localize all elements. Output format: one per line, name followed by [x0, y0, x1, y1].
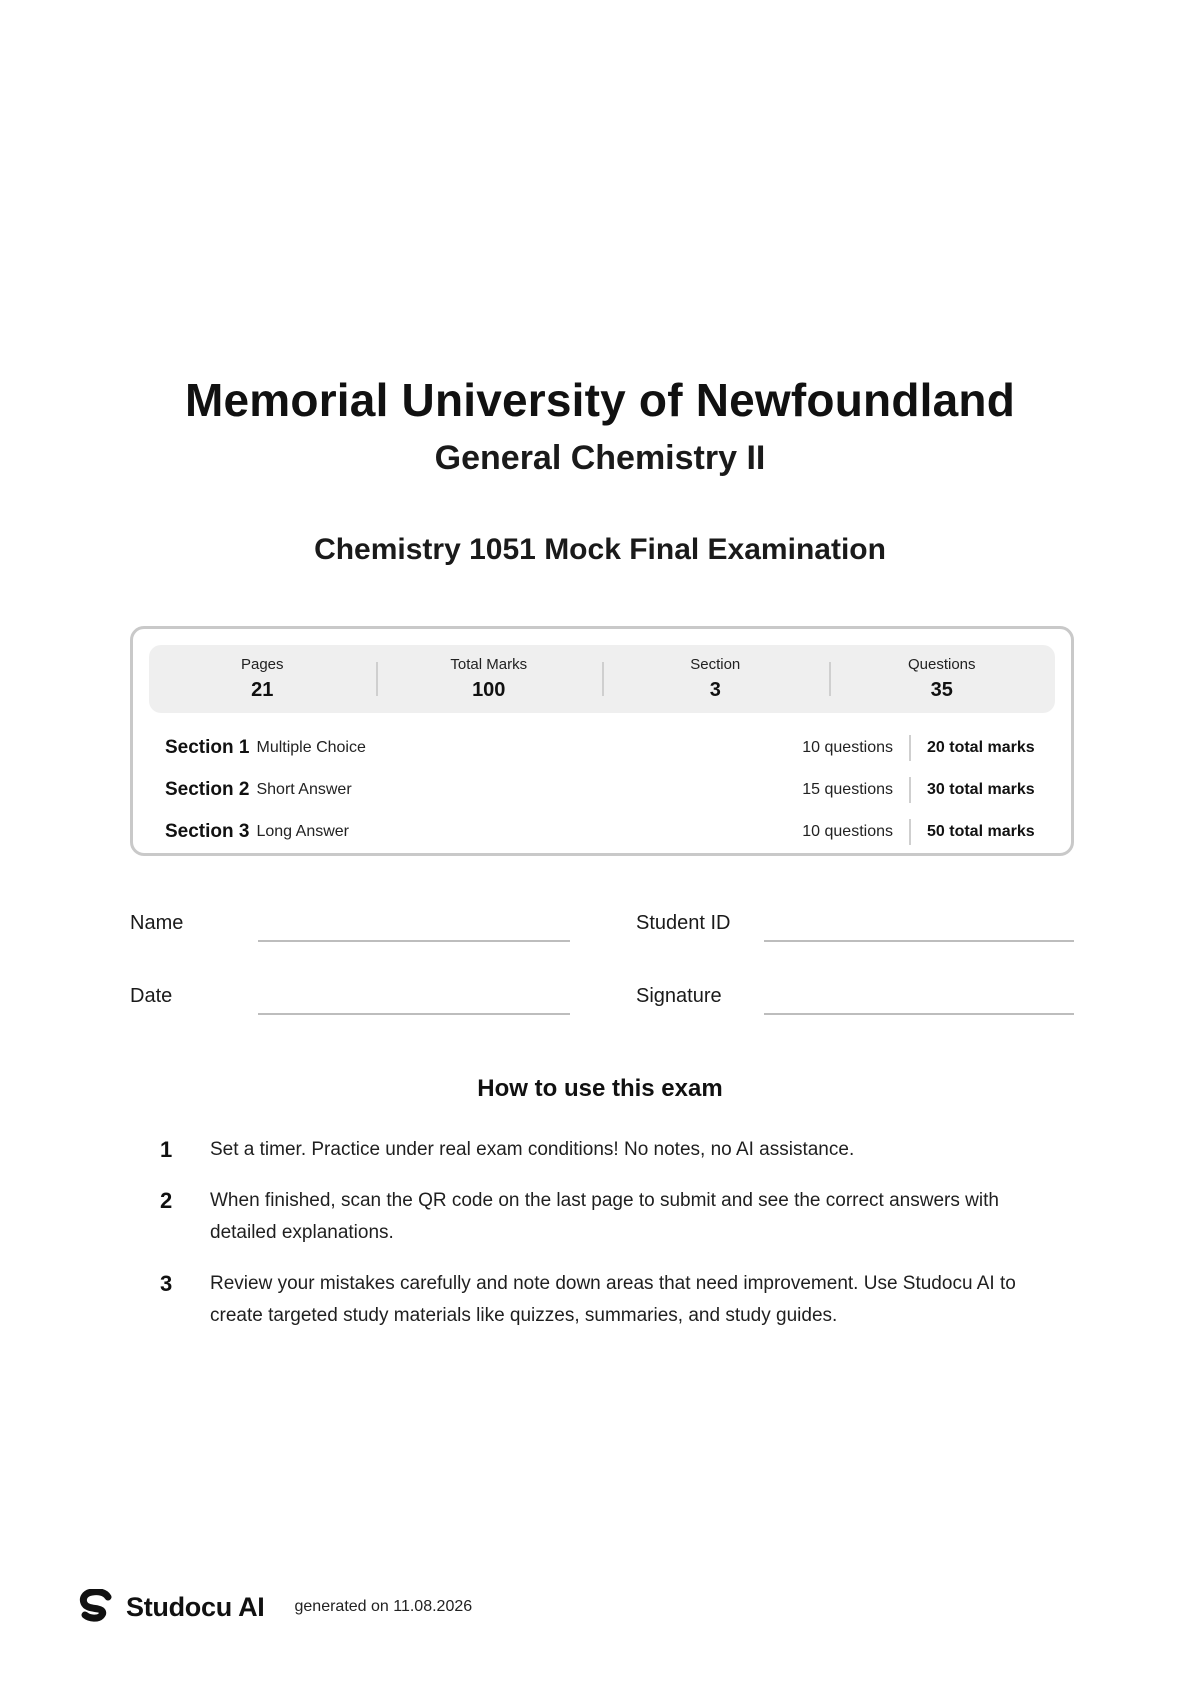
step-number: 2 [160, 1188, 173, 1213]
section-row-3 [165, 811, 1045, 853]
date-label: Date [130, 985, 173, 1007]
student-id-label: Student ID [636, 912, 731, 934]
stat-label: Questions [907, 655, 976, 673]
stat-label: Pages [240, 655, 284, 673]
section-marks: 50 total marks [927, 823, 1035, 840]
exam-title: Chemistry 1051 Mock Final Examination [314, 533, 886, 566]
stat-label: Total Marks [450, 655, 528, 673]
stat-value: 35 [930, 678, 953, 701]
step-number: 1 [160, 1137, 173, 1162]
stat-value: 21 [251, 678, 274, 701]
course-name: General Chemistry II [434, 439, 766, 477]
signature-label: Signature [636, 985, 722, 1007]
student-id-field [636, 906, 1076, 946]
section-question-count: 10 questions [802, 823, 893, 840]
generated-date: generated on 11.08.2026 [294, 1598, 473, 1615]
stat-value: 100 [472, 678, 506, 701]
stat-sections [602, 645, 829, 713]
name-input-line[interactable] [258, 940, 570, 942]
section-type: Short Answer [256, 781, 352, 798]
step-text: Review your mistakes carefully and note down areas that need improvement. Use Studocu AI to create targeted study materials like quizzes, summaries, and study guides. [210, 1273, 1016, 1326]
step-text: Set a timer. Practice under real exam conditions! No notes, no AI assistance. [210, 1139, 855, 1160]
stats-bar [149, 645, 1055, 713]
section-marks: 30 total marks [927, 781, 1035, 798]
university-name: Memorial University of Newfoundland [185, 374, 1015, 426]
section-name: Section 3 [165, 821, 250, 842]
date-field [130, 979, 570, 1019]
step-text: When finished, scan the QR code on the last page to submit and see the correct answers with detailed explanations. [210, 1190, 999, 1243]
signature-input-line[interactable] [764, 1013, 1074, 1015]
instruction-step [160, 1134, 1060, 1166]
section-question-count: 10 questions [802, 739, 893, 756]
signature-field [636, 979, 1076, 1019]
section-name: Section 2 [165, 779, 250, 800]
exam-summary-card [130, 626, 1074, 856]
name-field [130, 906, 570, 946]
instructions-title: How to use this exam [477, 1075, 723, 1102]
studocu-logo-icon [78, 1589, 114, 1625]
stat-label: Section [690, 655, 741, 673]
section-type: Multiple Choice [256, 739, 366, 756]
divider [909, 777, 911, 803]
section-row-2 [165, 769, 1045, 811]
stat-pages [149, 645, 376, 713]
section-question-count: 15 questions [802, 781, 893, 798]
section-row-1 [165, 727, 1045, 769]
stat-value: 3 [709, 678, 721, 701]
student-id-input-line[interactable] [764, 940, 1074, 942]
stat-questions [829, 645, 1056, 713]
step-number: 3 [160, 1271, 173, 1296]
date-input-line[interactable] [258, 1013, 570, 1015]
footer [78, 1587, 472, 1627]
stat-total-marks [376, 645, 603, 713]
instructions-list [160, 1134, 1060, 1351]
divider [909, 819, 911, 845]
divider [909, 735, 911, 761]
brand-name: Studocu AI [126, 1591, 265, 1622]
section-marks: 20 total marks [927, 739, 1035, 756]
section-list [165, 727, 1045, 853]
name-label: Name [130, 912, 184, 934]
title-block [0, 372, 1200, 570]
section-name: Section 1 [165, 737, 250, 758]
instruction-step [160, 1268, 1060, 1332]
section-type: Long Answer [256, 823, 349, 840]
instruction-step [160, 1185, 1060, 1249]
